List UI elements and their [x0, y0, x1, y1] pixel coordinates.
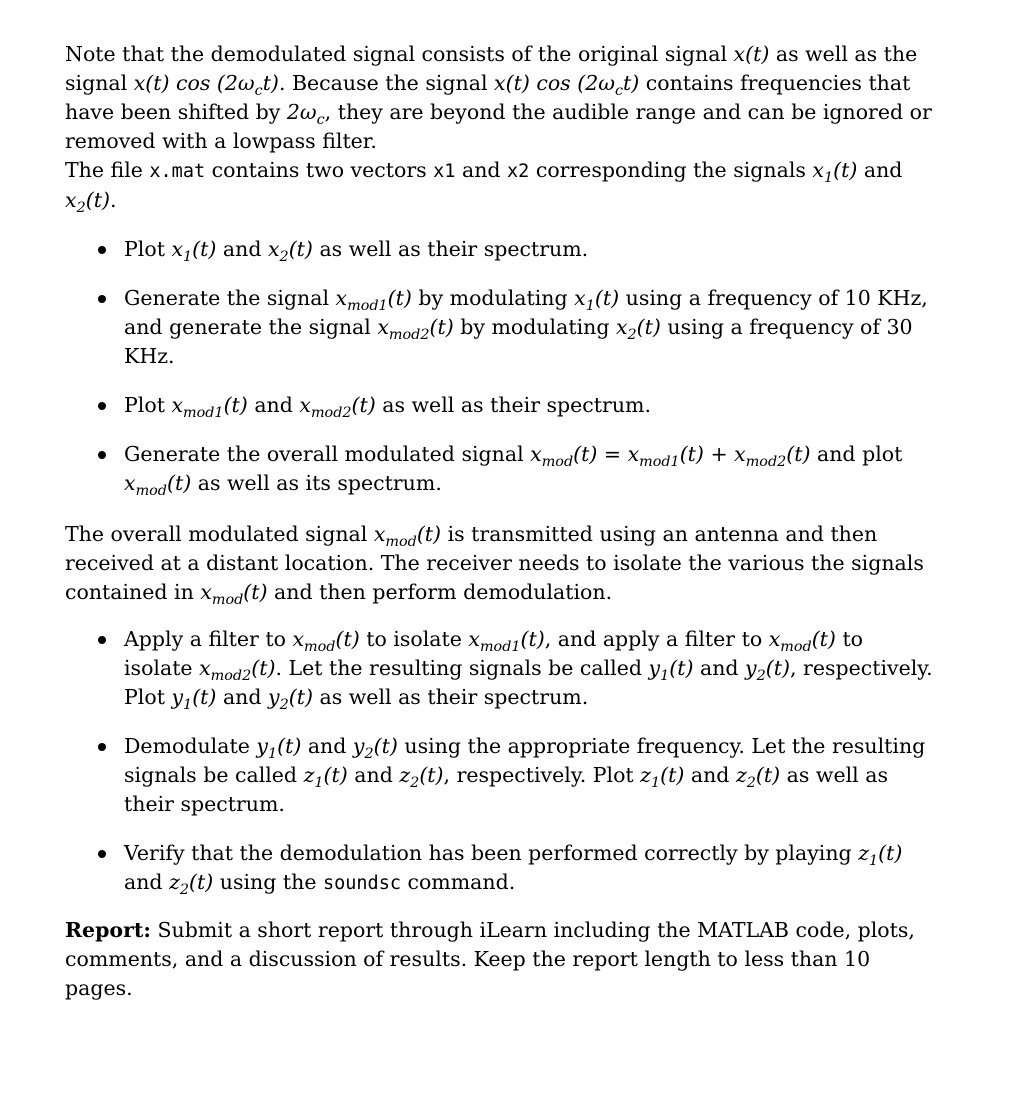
demodulation-note-paragraph — [65, 40, 935, 156]
text-span: contains frequencies that have been shifted by — [65, 71, 911, 124]
document-page — [65, 40, 935, 1003]
math-signal: $x_{mod}(t)$ — [200, 580, 268, 609]
math-signal: $z_1(t)$ — [303, 763, 348, 792]
text-span: corresponding the signals — [529, 158, 813, 182]
math-x-cos-2wct: x(t) $\cos (2\omega_ct)$ — [494, 71, 640, 100]
math-signal: $x_2(t)$ — [615, 315, 661, 344]
file-note-paragraph — [65, 156, 935, 215]
bullet-icon — [98, 295, 106, 303]
math-signal: $x_{mod}(t)$ — [292, 627, 360, 656]
task-item-filter: Apply a filter to $x_{mod}(t)$ to isolate $x_{mod1}(t)$, and apply a filter to $x_{mod}(t)$ to isolate $x_{mod2}(t)$. Let the resulting signals be called $y_1(t)$ and $y_2(t)$, respectively. Plot $y_1(t)$ and $y_2(t)$ as well as their spectrum. — [65, 625, 935, 712]
math-signal: $x_{mod1}(t)$ — [468, 627, 545, 656]
math-signal: $x_1(t)$ — [812, 158, 858, 187]
math-signal: $y_2(t)$ — [352, 734, 398, 763]
math-signal: $x_{mod2}(t)$ — [377, 315, 454, 344]
math-signal: $y_1(t)$ — [256, 734, 302, 763]
report-paragraph — [65, 916, 935, 1003]
math-equation: $x_{mod}(t) = x_{mod1}(t) + x_{mod2}(t)$ — [530, 442, 811, 471]
report-text: Submit a short report through iLearn including the MATLAB code, plots, comments, and a discussion of results. Keep the report length to less than 10 pages. — [65, 918, 915, 1000]
task-item-plot-x1-x2: Plot $x_1(t)$ and $x_2(t)$ as well as their spectrum. — [65, 235, 935, 264]
math-signal: $x_2(t)$ — [65, 188, 110, 217]
bullet-icon — [98, 402, 106, 410]
bullet-icon — [98, 246, 106, 254]
math-signal: $x_{mod}(t)$ — [768, 627, 836, 656]
math-signal: $y_1(t)$ — [171, 685, 217, 714]
task-list-demodulation — [65, 625, 935, 898]
math-signal: $y_1(t)$ — [648, 656, 694, 685]
text-span: Note that the demodulated signal consists of the original signal — [65, 42, 734, 66]
math-signal: $x_{mod1}(t)$ — [171, 393, 248, 422]
bullet-icon — [98, 743, 106, 751]
math-signal: $x_2(t)$ — [267, 237, 313, 266]
math-signal: $x_{mod1}(t)$ — [335, 286, 412, 315]
math-2wc: $2\omega_c$ — [286, 100, 325, 129]
task-item-plot-modulated: Plot $x_{mod1}(t)$ and $x_{mod2}(t)$ as well as their spectrum. — [65, 391, 935, 420]
math-signal: $z_2(t)$ — [169, 870, 214, 899]
text-span: , they are beyond the audible range and can be ignored or removed with a lowpass filter. — [65, 100, 932, 153]
code-filename: x.mat — [149, 161, 206, 182]
bullet-icon — [98, 636, 106, 644]
math-signal: $z_1(t)$ — [640, 763, 685, 792]
code-vector: x1 — [433, 161, 456, 182]
math-signal: $z_1(t)$ — [858, 841, 903, 870]
math-signal: $x_{mod2}(t)$ — [199, 656, 276, 685]
code-command: soundsc — [323, 873, 401, 894]
transmission-paragraph: The overall modulated signal $x_{mod}(t)$ is transmitted using an antenna and then received at a distant location. The receiver needs to isolate the various the signals contained in $x_{mod}(t)$ and then perform demodulation. — [65, 522, 924, 609]
math-x-cos-2wct: x(t) $\cos (2\omega_ct)$ — [133, 71, 279, 100]
math-signal: $z_2(t)$ — [399, 763, 444, 792]
bullet-icon — [98, 451, 106, 459]
math-signal: $x_{mod}(t)$ — [124, 471, 192, 500]
task-item-demodulate: Demodulate $y_1(t)$ and $y_2(t)$ using the appropriate frequency. Let the resulting signals be called $z_1(t)$ and $z_2(t)$, respectively. Plot $z_1(t)$ and $z_2(t)$ as well as their spectrum. — [65, 732, 935, 819]
task-item-overall-modulated: Generate the overall modulated signal $x_{mod}(t) = x_{mod1}(t) + x_{mod2}(t)$ and plot $x_{mod}(t)$ as well as its spectrum. — [65, 440, 935, 498]
task-item-verify: Verify that the demodulation has been performed correctly by playing $z_1(t)$ and $z_2(t)$ using the soundsc command. — [65, 839, 935, 898]
text-span: contains two vectors — [205, 158, 434, 182]
task-item-generate-modulated: Generate the signal $x_{mod1}(t)$ by modulating $x_1(t)$ using a frequency of 10 KHz, and generate the signal $x_{mod2}(t)$ by modulating $x_2(t)$ using a frequency of 30 KHz. — [65, 284, 935, 371]
bullet-icon — [98, 850, 106, 858]
task-list-modulation — [65, 235, 935, 498]
code-vector: x2 — [507, 161, 530, 182]
math-signal: $x_1(t)$ — [171, 237, 217, 266]
report-label: Report: — [65, 918, 151, 942]
text-span: and — [455, 158, 508, 182]
math-signal: $y_2(t)$ — [268, 685, 313, 714]
text-span: and — [857, 158, 903, 182]
text-span: The file — [65, 158, 150, 182]
math-signal: $y_2(t)$ — [745, 656, 791, 685]
text-span: . Because the signal — [278, 71, 495, 95]
math-x-of-t: x(t) — [733, 42, 770, 66]
text-span: . — [109, 188, 117, 212]
text-span: as well as the signal — [65, 42, 918, 95]
math-signal: $z_2(t)$ — [735, 763, 781, 792]
math-signal: $x_{mod2}(t)$ — [299, 393, 376, 422]
math-signal: $x_{mod}(t)$ — [373, 522, 442, 551]
math-signal: $x_1(t)$ — [574, 286, 620, 315]
